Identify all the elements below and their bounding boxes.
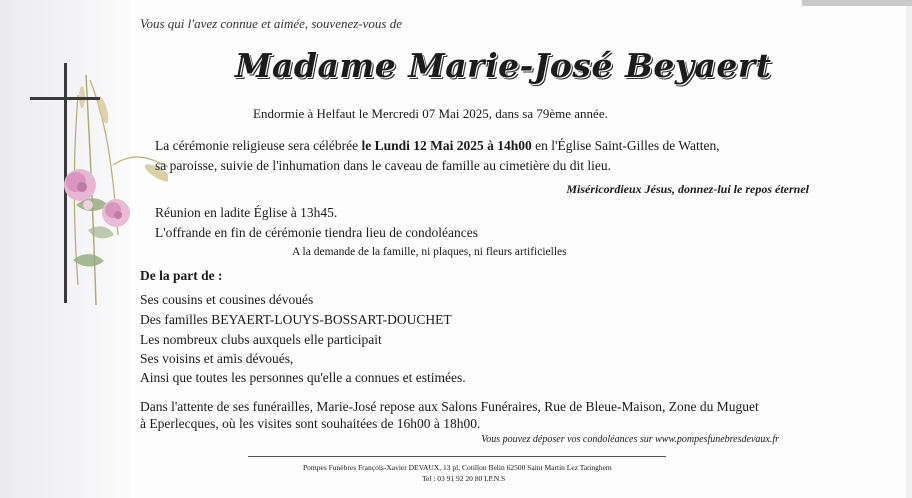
intro-text: Vous qui l'avez connue et aimée, souvenez-vous de [140,16,402,31]
family-line: Ses cousins et cousines dévoués [140,292,314,307]
footer-address: Pompes Funèbres François-Xavier DEVAUX, 13 pl. Cotillon Belin 62500 Saint Martin Lez Tatinghem [303,463,612,472]
footer-separator [248,456,666,457]
ceremony-text-a: La cérémonie religieuse sera célébrée [155,138,362,153]
funeral-line-2: à Eperlecques, où les visites sont souhaitées de 16h00 à 18h00. [140,416,481,431]
scan-edge-mark [802,0,912,6]
ceremony-date: le Lundi 12 Mai 2025 à 14h00 [361,138,532,153]
condolences-note: Vous pouvez déposer vos condoléances sur www.pompesfunebresdevaux.fr [481,434,779,445]
family-line: Ainsi que toutes les personnes qu'elle a connues et estimées. [140,370,466,385]
ceremony-line-2: sa paroisse, suivie de l'inhumation dans le caveau de famille au cimetière du dit lieu. [155,158,612,173]
footer-phone: Tel : 03 91 92 20 80 I.P.N.S [422,474,506,483]
family-line: Des familles BEYAERT-LOUYS-BOSSART-DOUCHET [140,312,452,327]
family-line: Ses voisins et amis dévoués, [140,351,294,366]
reunion-line: Réunion en ladite Église à 13h45. [155,205,338,220]
family-request-line: A la demande de la famille, ni plaques, ni fleurs artificielles [292,246,567,258]
funeral-line-1: Dans l'attente de ses funérailles, Marie-José repose aux Salons Funéraires, Rue de Bleue-Maison, Zone du Muguet [140,399,759,414]
passing-notice: Endormie à Helfaut le Mercredi 07 Mai 2025, dans sa 79ème année. [253,106,608,121]
family-line: Les nombreux clubs auxquels elle participait [140,332,382,347]
ceremony-paragraph [155,136,720,176]
ceremony-line-1 [155,136,720,156]
scan-right-edge [906,6,912,498]
offering-line: L'offrande en fin de cérémonie tiendra lieu de condoléances [155,225,479,240]
funeral-home-paragraph [140,398,759,432]
deceased-name: Madame Marie-José Beyaert [235,46,772,85]
prayer-line: Miséricordieux Jésus, donnez-lui le repos éternel [566,182,809,196]
from-label: De la part de : [140,268,223,283]
ceremony-text-b: en l'Église Saint-Gilles de Watten, [531,138,720,153]
